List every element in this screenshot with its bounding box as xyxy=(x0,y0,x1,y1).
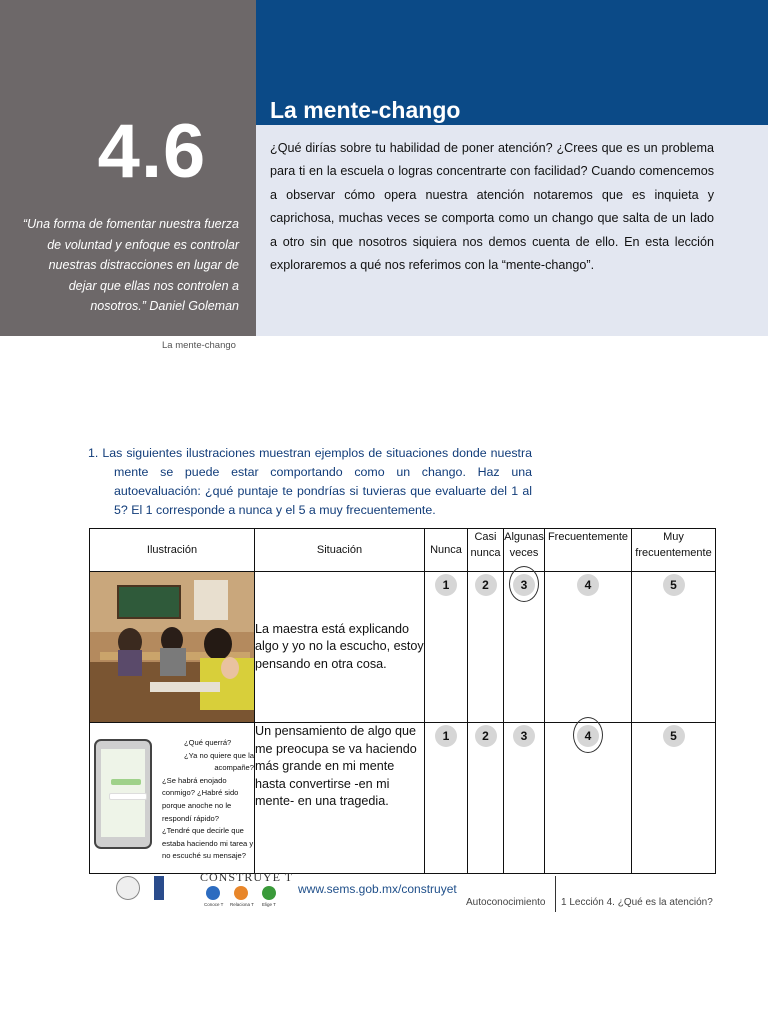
selected-circle-mark xyxy=(509,566,539,602)
goleman-quote: “Una forma de fomentar nuestra fuerza de voluntad y enfoque es controlar nuestras distracciones en lugar de dejar que ellas nos controlen a nosotros.” Daniel Goleman xyxy=(22,217,239,314)
score-badge: 3 xyxy=(513,725,535,747)
score-option-3[interactable] xyxy=(504,723,545,874)
phone-screen xyxy=(101,749,145,837)
classroom-image xyxy=(90,572,254,722)
score-badge: 5 xyxy=(663,574,685,596)
header-situacion: Situación xyxy=(255,529,425,572)
intro-paragraph: ¿Qué dirías sobre tu habilidad de poner atención? ¿Crees que es un problema para ti en la escuela o logras concentrarte con facilidad? Cuando comencemos a observar cómo opera nuestra atención notaremos que es inquieta y caprichosa, muchas veces se comporta como un chango que salta de un lado a otro sin que nosotros siquiera nos demos cuenta de ello. En esta lección exploraremos a qué nos referimos con la “mente-chango”. xyxy=(270,141,714,273)
score-option-5[interactable] xyxy=(632,723,716,874)
selected-circle-mark xyxy=(573,717,603,753)
score-badge: 3 xyxy=(513,574,535,596)
thought-line: ¿Ya no quiere que la acompañe? xyxy=(184,750,254,773)
score-badge: 4 xyxy=(577,574,599,596)
score-option-4[interactable] xyxy=(545,572,632,723)
relaciona-t-icon xyxy=(234,886,248,900)
score-badge: 1 xyxy=(435,725,457,747)
header-ilustracion: Ilustración xyxy=(90,529,255,572)
thought-line: ¿Tendré que decirle que estaba haciendo mi tarea y no escuché su mensaje? xyxy=(162,826,254,861)
message-bubble xyxy=(111,779,141,785)
score-option-2[interactable] xyxy=(468,572,504,723)
header-frecuentemente: Frecuentemente xyxy=(545,529,632,572)
score-option-4[interactable] xyxy=(545,723,632,874)
footer-url[interactable]: www.sems.gob.mx/construyet xyxy=(298,882,457,896)
lesson-number: 4.6 xyxy=(97,109,207,194)
sep-logo-icon xyxy=(154,876,164,900)
footer-section: Autoconocimiento xyxy=(466,897,546,908)
phone-illustration xyxy=(90,723,255,874)
instruction-text: 1. Las siguientes ilustraciones muestran ejemplos de situaciones donde nuestra mente se puede estar comportando como un chango. Haz una autoevaluación: ¿qué puntaje te pondrías si tuvieras que evaluarte del 1 al 5? El 1 corresponde a nunca y el 5 a muy frecuentemente. xyxy=(88,446,532,517)
phone-thoughts xyxy=(162,737,254,863)
self-evaluation-table xyxy=(89,528,716,874)
score-badge: 1 xyxy=(435,574,457,596)
activity-instruction xyxy=(88,444,532,520)
construye-t-logo: CONSTRUYE T xyxy=(200,870,294,884)
dimension-label: Conoce T xyxy=(204,902,224,907)
score-badge: 5 xyxy=(663,725,685,747)
government-seal-icon xyxy=(116,876,140,900)
dimension-label: Elige T xyxy=(262,902,276,907)
classroom-illustration xyxy=(90,572,255,723)
thought-line: ¿Se habrá enojado conmigo? ¿Habré sido porque anoche no le respondí rápido? xyxy=(162,775,239,823)
table-header-row xyxy=(90,529,716,572)
panel-caption: La mente-chango xyxy=(162,340,236,351)
score-option-1[interactable] xyxy=(425,723,468,874)
score-option-3[interactable] xyxy=(504,572,545,723)
table-row xyxy=(90,572,716,723)
table-row xyxy=(90,723,716,874)
footer-lesson-ref: 1 Lección 4. ¿Qué es la atención? xyxy=(561,897,713,908)
score-option-5[interactable] xyxy=(632,572,716,723)
header-muy-frecuentemente: Muy frecuentemente xyxy=(632,529,716,572)
header-algunas-veces: Algunas veces xyxy=(504,529,545,572)
conoce-t-icon xyxy=(206,886,220,900)
score-option-2[interactable] xyxy=(468,723,504,874)
situation-text: Un pensamiento de algo que me preocupa se va haciendo más grande en mi mente hasta convertirse -en mi mente- en una tragedia. xyxy=(255,723,425,874)
dimension-label: Relaciona T xyxy=(230,902,254,907)
score-option-1[interactable] xyxy=(425,572,468,723)
score-badge: 2 xyxy=(475,574,497,596)
thought-line: ¿Qué querrá? xyxy=(184,738,232,747)
footer-divider xyxy=(555,876,556,912)
situation-text: La maestra está explicando algo y yo no la escucho, estoy pensando en otra cosa. xyxy=(255,572,425,723)
message-bubble xyxy=(109,793,147,800)
header-casi-nunca: Casi nunca xyxy=(468,529,504,572)
score-badge: 2 xyxy=(475,725,497,747)
header-nunca: Nunca xyxy=(425,529,468,572)
elige-t-icon xyxy=(262,886,276,900)
lesson-title: La mente-chango xyxy=(270,97,461,123)
phone-image xyxy=(94,739,152,849)
score-badge: 4 xyxy=(577,725,599,747)
